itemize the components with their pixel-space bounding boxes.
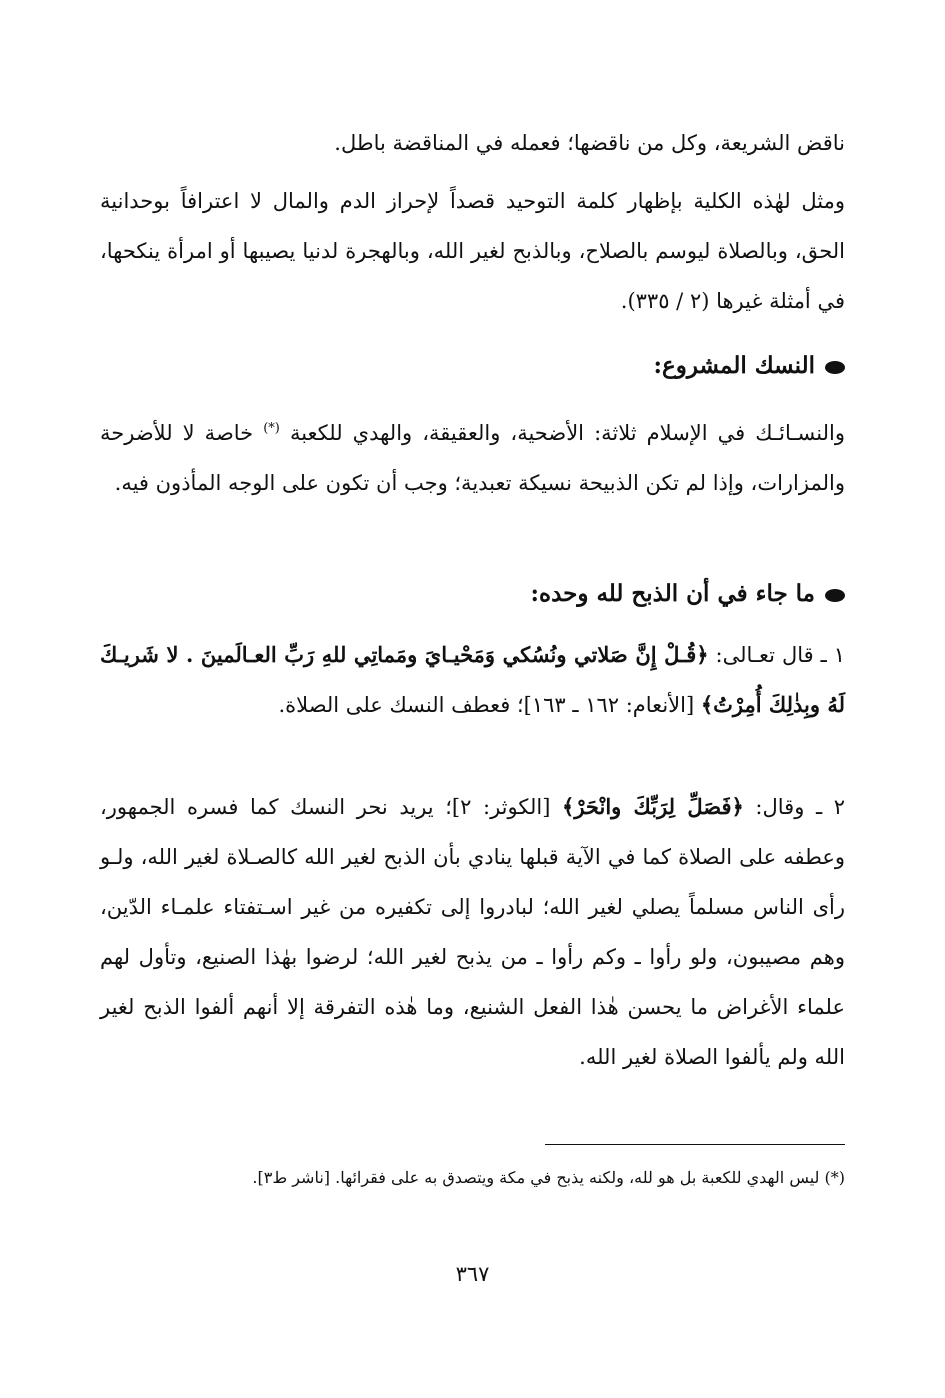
nusuk-text-rest: خاصة لا للأضرحة والمزارات، وإذا لم تكن الذبيحة نسيكة تعبدية؛ وجب أن تكون على الوجه المأذون فيه. [100, 421, 845, 495]
footnote: (*) ليس الهدي للكعبة بل هو لله، ولكنه يذبح في مكة ويتصدق به على فقرائها. [ناشر ط٣]. [252, 1168, 845, 1187]
footnote-marker: (*) [263, 421, 280, 436]
paragraph-nusuk [100, 404, 845, 508]
paragraph-item-1 [100, 630, 845, 730]
section-heading-text: ما جاء في أن الذبح لله وحده: [530, 580, 815, 607]
section-heading-dhabh [100, 574, 845, 614]
footnote-divider [545, 1144, 845, 1145]
item-number: ١ ـ قال تعـالى: [715, 643, 845, 667]
quran-quote: ﴿فَصَلِّ لِرَبِّكَ وانْحَرْ﴾ [562, 794, 744, 819]
section-heading-text: النسك المشروع: [653, 352, 815, 379]
paragraph-examples: ومثل لهٰذه الكلية بإظهار كلمة التوحيد قصداً لإحراز الدم والمال لا اعترافاً بوحدانية الحق، وبالصلاة ليوسم بالصلاح، وبالذبح لغير الله، وبالهجرة لدنيا يصيبها أو امرأة ينكحها، في أمثلة غيرها (٢ / ٣٣٥). [100, 189, 845, 313]
paragraph-item-2 [100, 782, 845, 1082]
paragraph-intro: ناقض الشريعة، وكل من ناقضها؛ فعمله في المناقضة باطل. [334, 131, 845, 155]
bullet-icon [825, 589, 845, 602]
quote-reference: [الأنعام: ١٦٢ ـ ١٦٣]؛ فعطف النسك على الصلاة. [278, 693, 695, 717]
nusuk-text-main: والنسـائـك في الإسلام ثلاثة: الأضحية، والعقيقة، والهدي للكعبة [289, 421, 845, 445]
item-number: ٢ ـ وقال: [755, 795, 845, 819]
section-heading-nusuk [100, 346, 845, 386]
page-number: ٣٦٧ [455, 1262, 490, 1286]
quran-quote: ﴿قُـلْ إِنَّ صَلاتي ونُسُكي وَمَحْيـايَ ومَماتِي للهِ رَبِّ العـالَمينَ . لا شَريـكَ لَهُ وبِذٰلِكَ أُمِرْتُ﴾ [100, 642, 845, 717]
bullet-icon [825, 361, 845, 374]
item-text: [الكوثر: ٢]؛ يريد نحر النسك كما فسره الجمهور، وعطفه على الصلاة كما في الآية قبلها ينادي بأن الذبح لغير الله كالصـلاة لغير الله، ولـو رأى الناس مسلماً يصلي لغير الله؛ لبادروا إلى تكفيره من غير اسـتفتاء علمـاء الدّين، وهم مصيبون، ولو رأوا ـ وكم رأوا ـ من يذبح لغير الله؛ لرضوا بهٰذا الصنيع، وتأول لهم علماء الأغراض ما يحسن هٰذا الفعل الشنيع، وما هٰذه التفرقة إلا أنهم ألفوا الذبح لغير الله ولم يألفوا الصلاة لغير الله. [100, 795, 845, 1069]
